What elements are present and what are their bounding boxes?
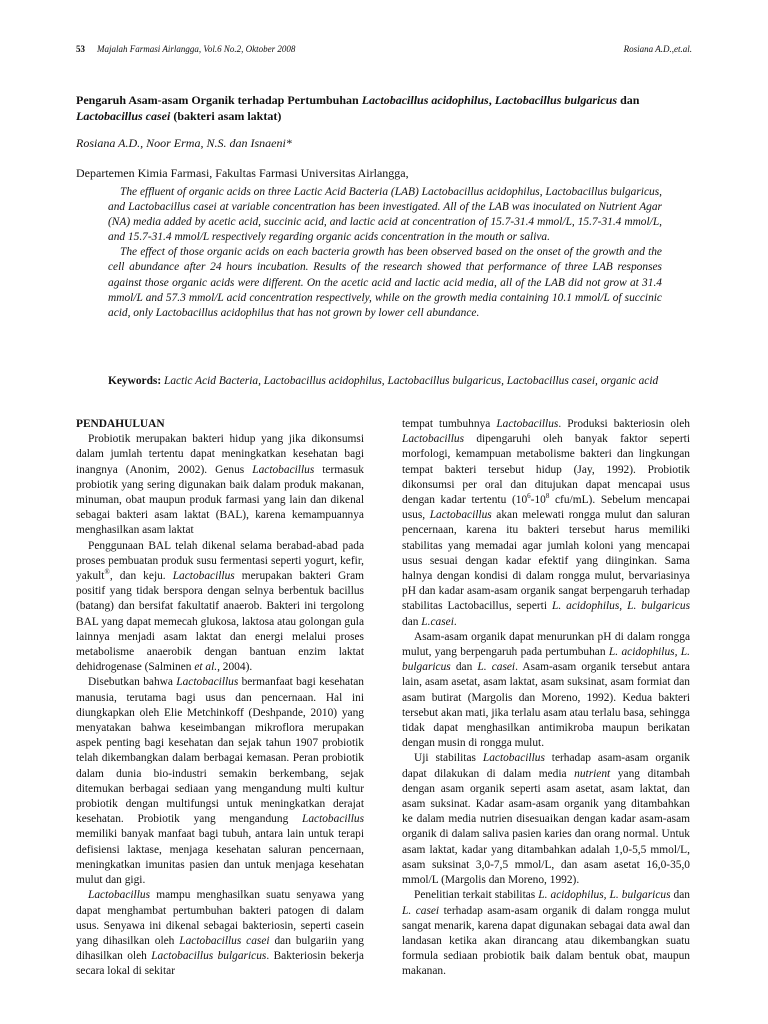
- body-paragraph: Uji stabilitas Lactobacillus terhadap asam-asam organik dapat dilakukan di dalam media nutrient yang ditambah dengan asam organik seperti asam asetat, asam laktat, dan asam suksinat. Kadar asam-asam organik yang ditambahkan ke dalam media nutrien disesuaikan dengan kadar asam-asam organik di dalam saliva pasien karies dan orang normal. Untuk asam laktat, kadar yang ditambahkan adalah 1,0-5,5 mmol/L, asam suksinat 3,0-7,5 mmol/L, dan asam asetat 16,0-35,0 mmol/L (Margolis dan Moreno, 1992).: [402, 752, 690, 887]
- body-paragraph: Penggunaan BAL telah dikenal selama berabad-abad pada proses pembuatan produk susu fermentasi seperti yogurt, kefir, yakult®, dan keju. Lactobacillus merupakan bakteri Gram positif yang tidak berspora dengan selnya berbentuk bacillus (batang) dan bersifat fakultatif anaerob. Bakteri ini tergolong BAL yang dapat memecah glukosa, laktosa atau golongan gula lainnya menjadi asam laktat dan energi melalui proses metabolisme anaerobik dengan bantuan enzim laktat dehidrogenase (Salminen et al., 2004).: [76, 539, 364, 674]
- body-paragraph: Lactobacillus mampu menghasilkan suatu senyawa yang dapat menghambat pertumbuhan bakteri patogen di dalam usus. Senyawa ini dikenal sebagai bakteriosin, seperti casein yang dihasilkan oleh Lactobacillus casei dan bulgariin yang dihasilkan oleh Lactobacillus bulgaricus. Bakteriosin bekerja secara lokal di sekitar: [76, 889, 364, 978]
- abstract-paragraph: The effluent of organic acids on three Lactic Acid Bacteria (LAB) Lactobacillus acidophilus, Lactobacillus bulgaricus, and Lactobacillus casei at variable concentration has been investigated. All of the LAB was inoculated on Nutrient Agar (NA) media added by acetic acid, succinic acid, and lactic acid at concentration of 15.7-31.4 mmol/L, 15.7-31.4 mmol/L, and 15.7-31.4 mmol/L respectively regarding organic acids concentration in the mouth or saliva.: [108, 186, 662, 244]
- body-paragraph: Penelitian terkait stabilitas L. acidophilus, L. bulgaricus dan L. casei terhadap asam-asam organik di dalam rongga mulut sangat menarik, karena dapat digunakan sebagai data awal dan landasan ketika akan dirancang atau dikembangkan suatu formula sediaan probiotik baik dalam bentuk obat, maupun makanan.: [402, 889, 691, 978]
- abstract: [108, 185, 662, 321]
- left-column: [76, 417, 364, 980]
- author-list: Rosiana A.D., Noor Erma, N.S. dan Isnaeni*: [76, 136, 292, 150]
- body-paragraph: Asam-asam organik dapat menurunkan pH di dalam rongga mulut, yang berpengaruh pada pertumbuhan L. acidophilus, L. bulgaricus dan L. casei. Asam-asam organik tersebut antara lain, asam asetat, asam laktat, asam suksinat, asam formiat dan asam butirat (Margolis dan Moreno, 1992). Kedua bakteri tersebut akan mati, jika terlalu asam atau terlalu basa, sehingga tidak dapat menghasilkan antimikroba maupun berikatan dengan musin di rongga mulut.: [402, 630, 690, 750]
- running-author: Rosiana A.D.,et.al.: [623, 44, 692, 54]
- body-paragraph: Probiotik merupakan bakteri hidup yang jika dikonsumsi dalam jumlah tertentu dapat meningkatkan kesehatan bagi inangnya (Anonim, 2002). Genus Lactobacillus termasuk probiotik yang sering digunakan baik dalam produk makanan, minuman, obat maupun produk farmasi yang lain dan dikenal sebagai bakteri asam laktat (BAL), karena kemampuannya menghasilkan asam laktat: [76, 433, 364, 537]
- affiliation: Departemen Kimia Farmasi, Fakultas Farmasi Universitas Airlangga,: [76, 166, 409, 180]
- keywords-label: Keywords:: [108, 375, 162, 387]
- page-number: 53: [76, 44, 85, 54]
- keywords: [108, 374, 662, 389]
- body-paragraph: tempat tumbuhnya Lactobacillus. Produksi bakteriosin oleh Lactobacillus dipengaruhi oleh banyak faktor seperti morfologi, kemampuan metabolisme bakteri dan lingkungan tempat bakteri tersebut hidup (Jay, 1992). Probiotik dikonsumsi per oral dan ditujukan dapat mencapai usus dengan kadar tertentu ($10^6-10^8$ cfu/mL). Sebelum mencapai usus, Lactobacillus akan melewati rongga mulut dan saluran pencernaan, karena itu bakteri tersebut harus memiliki stabilitas yang memadai agar jumlah koloni yang mencapai usus sesuai dengan kadar efektif yang diinginkan. Sama halnya dengan kondisi di dalam rongga mulut, bervariasinya pH dan kadar asam-asam organik sangat berpengaruh terhadap stabilitas Lactobacillus, seperti L. acidophilus, L. bulgaricus dan L.casei.: [402, 418, 690, 628]
- abstract-paragraph: The effect of those organic acids on each bacteria growth has been observed based on the onset of the growth and the cell abundance after 24 hours incubation. Results of the research showed that performance of three LAB responses against those organic acids were different. On the acetic acid and lactic acid media, all of the LAB did not grow at 31.4 mmol/L and 57.3 mmol/L acid concentration respectively, while on the growth media containing 10.1 mmol/L of succinic acid, only Lactobacillus acidophilus that has not grown by lower cell abundance.: [108, 246, 662, 319]
- body-paragraph: Disebutkan bahwa Lactobacillus bermanfaat bagi kesehatan manusia, terutama bagi usus dan pencernaan. Hal ini diungkapkan oleh Elie Metchinkoff (Deshpande, 2010) yang menyatakan bahwa keseimbangan mikroflora merupakan aspek penting bagi kesehatan dan sejak tahun 1907 probiotik telah dikembangkan dalam berbagai kemasan. Peran probiotik dalam dunia bio-industri semakin berkembang, sejak ditemukan berbagai sediaan yang mengandung multi kultur probiotik dengan multifungsi untuk meningkatkan derajat kesehatan. Probiotik yang mengandung Lactobacillus memiliki banyak manfaat bagi tubuh, antara lain untuk terapi defisiensi laktase, menjaga kesehatan saluran pencernaan, meningkatkan imunitas pasien dan untuk menjaga kesehatan mulut dan gigi.: [76, 676, 364, 887]
- journal-citation: Majalah Farmasi Airlangga, Vol.6 No.2, Oktober 2008: [97, 44, 296, 54]
- right-column: [402, 417, 690, 980]
- keywords-text: Lactic Acid Bacteria, Lactobacillus acidophilus, Lactobacillus bulgaricus, Lactobacillus casei, organic acid: [164, 375, 659, 387]
- article-title: Pengaruh Asam-asam Organik terhadap Pertumbuhan Lactobacillus acidophilus, Lactobacillus bulgaricus dan Lactobacillus casei (bakteri asam laktat): [76, 93, 640, 123]
- running-header: [76, 44, 692, 58]
- section-heading: PENDAHULUAN: [76, 418, 165, 430]
